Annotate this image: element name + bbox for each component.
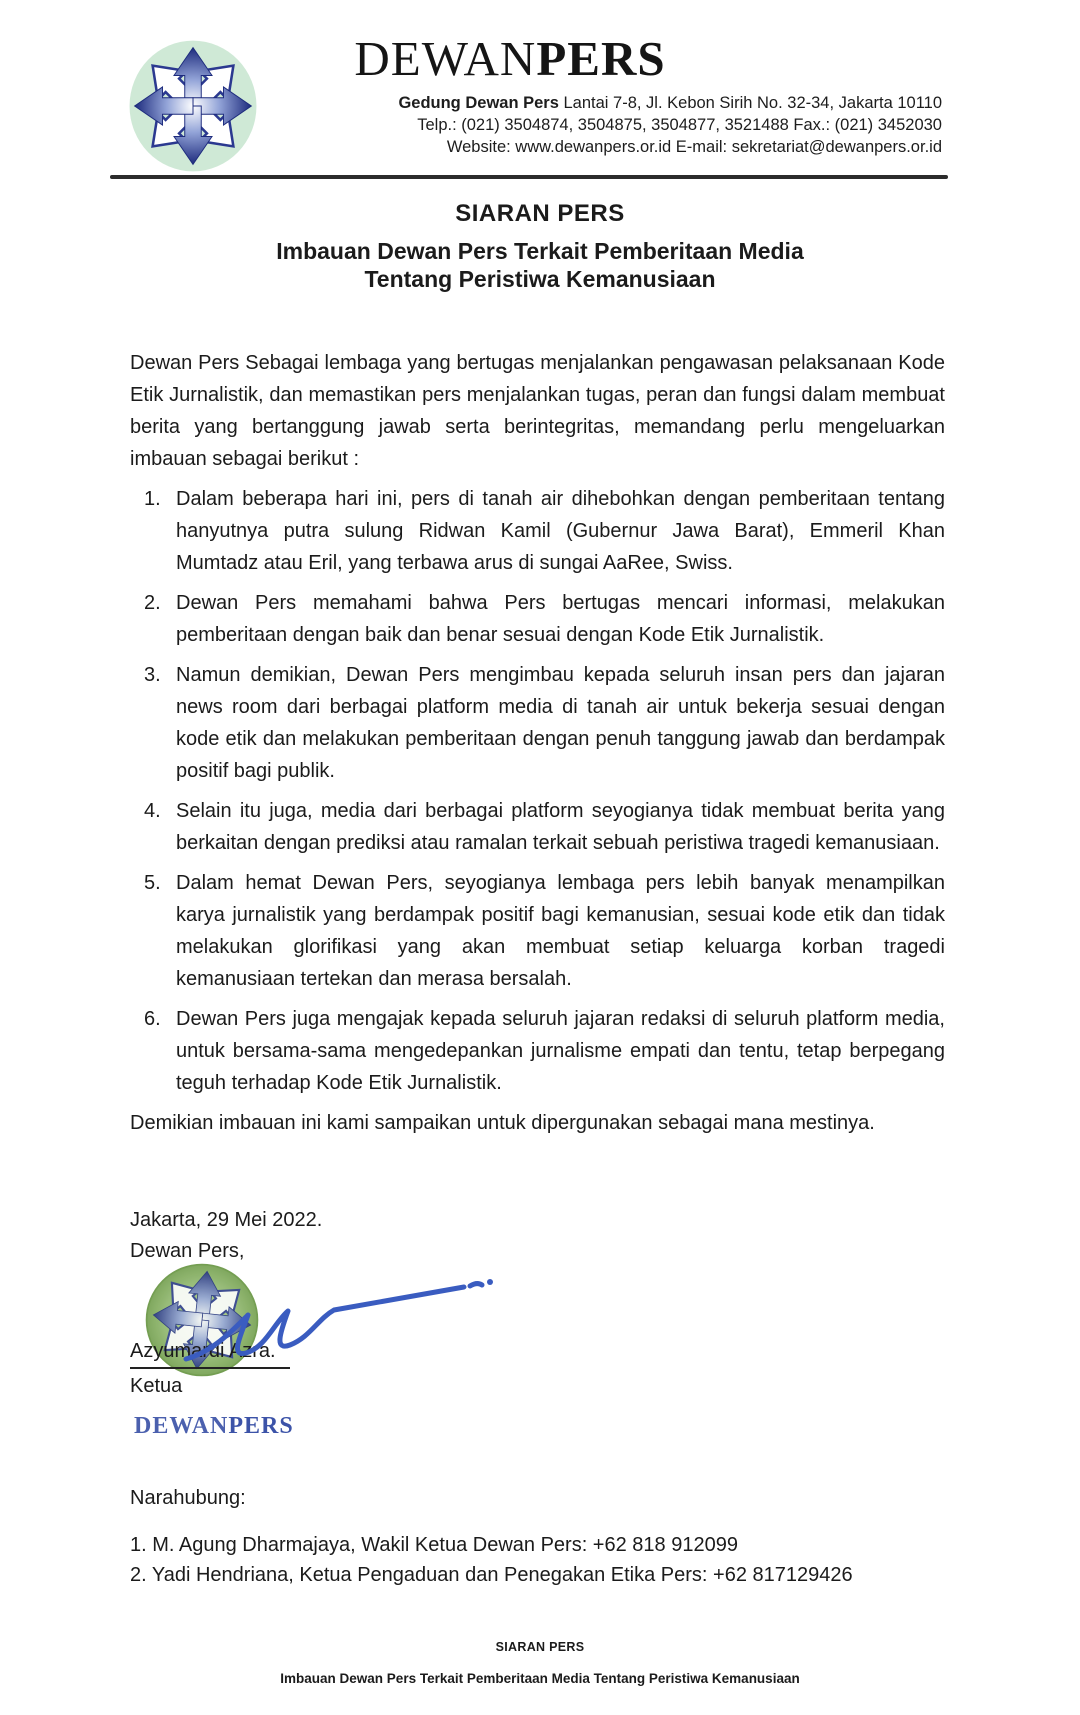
address-line-1: Gedung Dewan Pers Lantai 7-8, Jl. Kebon Sirih No. 32-34, Jakarta 10110 bbox=[398, 94, 942, 112]
document-body bbox=[130, 347, 945, 1139]
signature-block bbox=[130, 1205, 590, 1441]
numbered-points bbox=[130, 483, 945, 1099]
brand-wordmark bbox=[330, 30, 690, 87]
point-1: Dalam beberapa hari ini, pers di tanah air dihebohkan dengan pemberitaan tentang hanyutnya putra sulung Ridwan Kamil (Gubernur Jawa Barat), Emmeril Khan Mumtadz atau Eril, yang terbawa arus di sungai AaRee, Swiss. bbox=[176, 488, 945, 574]
title-line-1: Imbauan Dewan Pers Terkait Pemberitaan Media bbox=[276, 238, 804, 264]
signer-role: Ketua bbox=[130, 1375, 183, 1397]
brand-pers: PERS bbox=[536, 31, 666, 86]
signer-name: Azyumardi Azra. bbox=[130, 1336, 290, 1369]
header-divider bbox=[110, 175, 948, 179]
point-4: Selain itu juga, media dari berbagai platform seyogianya tidak membuat berita yang berkaitan dengan prediksi atau ramalan terkait sebuah peristiwa tragedi kemanusiaan. bbox=[176, 800, 945, 854]
address-line-2: Telp.: (021) 3504874, 3504875, 3504877, 3521488 Fax.: (021) 3452030 bbox=[417, 116, 942, 134]
dewan-pers-logo-icon bbox=[118, 38, 268, 174]
contact-1: 1. M. Agung Dharmajaya, Wakil Ketua Dewan Pers: +62 818 912099 bbox=[130, 1534, 738, 1556]
contact-2: 2. Yadi Hendriana, Ketua Pengaduan dan Penegakan Etika Pers: +62 817129426 bbox=[130, 1564, 853, 1586]
title-block bbox=[0, 200, 1080, 293]
closing-paragraph: Demikian imbauan ini kami sampaikan untuk dipergunakan sebagai mana mestinya. bbox=[130, 1112, 875, 1134]
place-date: Jakarta, 29 Mei 2022. bbox=[130, 1209, 323, 1231]
letterhead-address bbox=[398, 92, 942, 158]
page-footer bbox=[0, 1640, 1080, 1686]
document-kicker: SIARAN PERS bbox=[455, 200, 625, 227]
address-line-3: Website: www.dewanpers.or.id E-mail: sekretariat@dewanpers.or.id bbox=[446, 138, 942, 156]
title-line-2: Tentang Peristiwa Kemanusiaan bbox=[364, 266, 716, 292]
stamp-wordmark: DEWANPERS bbox=[134, 1413, 294, 1439]
contacts-section bbox=[130, 1487, 945, 1590]
footer-title: Imbauan Dewan Pers Terkait Pemberitaan Media Tentang Peristiwa Kemanusiaan bbox=[280, 1671, 800, 1686]
point-2: Dewan Pers memahami bahwa Pers bertugas mencari informasi, melakukan pemberitaan dengan baik dan benar sesuai dengan Kode Etik Jurnalistik. bbox=[176, 592, 945, 646]
intro-paragraph: Dewan Pers Sebagai lembaga yang bertugas menjalankan pengawasan pelaksanaan Kode Etik Jurnalistik, dan memastikan pers menjalankan tugas, peran dan fungsi dalam membuat berita yang bertanggung jawab serta berintegritas, memandang perlu mengeluarkan imbauan sebagai berikut : bbox=[130, 352, 945, 470]
brand-dewan: DEWAN bbox=[354, 31, 537, 86]
point-5: Dalam hemat Dewan Pers, seyogianya lembaga pers lebih banyak menampilkan karya jurnalistik yang berdampak positif bagi kemanusian, sesuai kode etik dan tidak melakukan glorifikasi yang akan membuat setiap keluarga korban tragedi kemanusiaan tertekan dan merasa bersalah. bbox=[176, 872, 945, 990]
point-3: Namun demikian, Dewan Pers mengimbau kepada seluruh insan pers dan jajaran news room dari berbagai platform media di tanah air untuk bekerja sesuai dengan kode etik dan melakukan pemberitaan dengan penuh tanggung jawab dan berdampak positif bagi publik. bbox=[176, 664, 945, 782]
handwritten-signature-icon bbox=[172, 1277, 502, 1372]
signing-org: Dewan Pers, bbox=[130, 1240, 245, 1262]
footer-kicker: SIARAN PERS bbox=[495, 1640, 585, 1654]
contacts-heading: Narahubung: bbox=[130, 1487, 246, 1509]
point-6: Dewan Pers juga mengajak kepada seluruh jajaran redaksi di seluruh platform media, untuk bersama-sama mengedepankan jurnalisme empati dan tentu, tetap berpegang teguh terhadap Kode Etik Jurnalistik. bbox=[176, 1008, 945, 1094]
document-title bbox=[0, 237, 1080, 293]
